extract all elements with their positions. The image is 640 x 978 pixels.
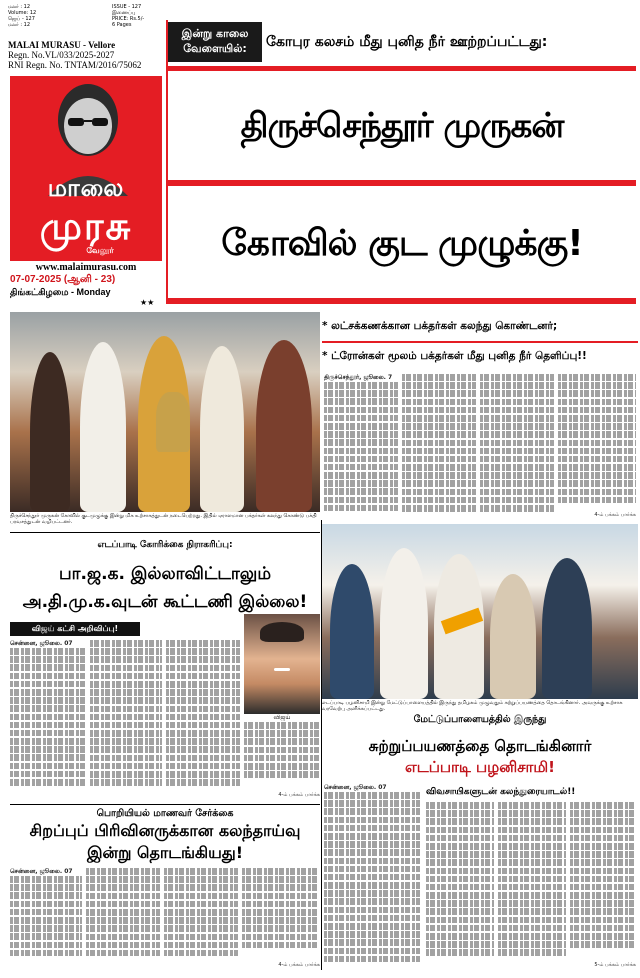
vijay-headline-line1: பா.ஜ.க. இல்லாவிட்டாலும் xyxy=(59,564,271,584)
banner-tag: இன்று காலை வேளையில்: xyxy=(168,22,262,62)
eps-story-column xyxy=(498,802,566,964)
eps-headline-line2: எடப்பாடி பழனிசாமி! xyxy=(405,758,555,776)
logo-word-malai: மாலை xyxy=(47,174,125,202)
edition-name: MALAI MURASU - Vellore xyxy=(8,40,116,50)
vijay-tag: விஜய் கட்சி அறிவிப்பு! xyxy=(10,622,140,636)
website-link[interactable]: www.malaimurasu.com xyxy=(35,262,137,273)
bottom-story-column xyxy=(10,868,82,968)
bottom-dateline: சென்னை, ஜூலை. 07 xyxy=(10,868,73,875)
headline-side-rule xyxy=(166,20,168,304)
vijay-dateline: சென்னை, ஜூலை. 07 xyxy=(10,640,73,647)
eps-continued[interactable]: 5-ம் பக்கம் பார்க்க xyxy=(594,962,636,968)
vijay-story-column xyxy=(244,722,320,790)
eps-story-column xyxy=(570,802,636,954)
section-divider xyxy=(10,532,320,533)
registration-number: Regn. No.VL/033/2025-2027 xyxy=(8,50,115,60)
bottom-story-column xyxy=(164,868,238,968)
banner-text: கோபுர கலசம் மீது புனித நீர் ஊற்றப்பட்டது: xyxy=(266,34,548,50)
masthead-meta-right xyxy=(112,4,162,28)
lead-bullet-1: * லட்சக்கணக்கான பக்தர்கள் கலந்து கொண்டனர்; xyxy=(322,320,558,332)
meta-line: ஜெய் - 127 xyxy=(8,16,35,22)
vijay-kicker: எடப்பாடி கோரிக்கை நிராகரிப்பு: xyxy=(97,540,233,550)
meta-line: இணைப்பு xyxy=(112,10,136,16)
edition-info xyxy=(8,40,158,70)
issue-date: 07-07-2025 (ஆனி - 23) xyxy=(10,274,116,285)
meta-line: மலர் : 12 xyxy=(8,22,31,28)
temple-photo xyxy=(10,312,320,512)
section-divider xyxy=(10,804,320,805)
vijay-headline-line2: அ.தி.மு.க.வுடன் கூட்டணி இல்லை! xyxy=(22,592,308,612)
vijay-photo xyxy=(244,614,320,714)
eps-kicker: மேட்டுப்பாளையத்தில் இருந்து xyxy=(413,714,547,725)
newspaper-logo xyxy=(10,76,162,261)
temple-photo-caption: திருச்செந்தூர் முருகன் கோவில் குடமுழுக்கு இன்று மிக உற்சாகத்துடன் நடைபெற்றது. இதில் ஏராளமான பக்தர்கள் கலந்து கொண்டு பக்தி பரவசத்துடன் வழிபட்டனர். xyxy=(10,513,317,525)
vijay-photo-caption: விஜய் xyxy=(273,714,291,721)
meta-line: Volume: 12 xyxy=(8,10,37,16)
meta-line: PRICE: Rs.5/- xyxy=(112,16,145,22)
banner-rule xyxy=(168,66,636,71)
bottom-headline-line2: இன்று தொடங்கியது! xyxy=(86,843,243,862)
meta-line: மலர் : 12 xyxy=(8,4,31,10)
vijay-story-column xyxy=(90,640,162,790)
issue-day: திங்கட்கிழமை - Monday xyxy=(10,287,111,297)
eps-subhead: விவசாயிகளுடன் கலந்துரையாடல்!! xyxy=(426,787,576,797)
vijay-story-column xyxy=(166,640,240,790)
main-headline-line1: திருச்செந்தூர் முருகன் xyxy=(240,106,564,146)
vijay-continued[interactable]: 4-ம் பக்கம் பார்க்க xyxy=(278,792,320,798)
lead-continued[interactable]: 4-ம் பக்கம் பார்க்க xyxy=(594,512,636,518)
logo-city: வேலூர் xyxy=(86,246,114,255)
meta-line: ISSUE - 127 xyxy=(112,4,142,10)
bottom-headline-line1: சிறப்புப் பிரிவினருக்கான கலந்தாய்வு xyxy=(29,821,301,840)
meta-line: 6 Pages xyxy=(112,22,132,28)
headline-bottom-rule xyxy=(168,298,636,304)
vijay-story-column xyxy=(10,640,86,790)
eps-photo xyxy=(322,524,638,699)
rni-number: RNI Regn. No. TNTAM/2016/75062 xyxy=(8,60,142,70)
lead-dateline: திருச்செந்தூர், ஜூலை. 7 xyxy=(324,374,393,381)
lead-story-column xyxy=(402,374,476,514)
edition-stars: ★★ xyxy=(140,298,155,307)
lead-story-column xyxy=(480,374,554,514)
bottom-continued[interactable]: 4-ம் பக்கம் பார்க்க xyxy=(278,962,320,968)
logo-word-murasu: முரசு xyxy=(39,204,133,248)
lead-story-column xyxy=(324,374,398,514)
main-headline-line2: கோவில் குட முழுக்கு! xyxy=(221,223,583,264)
eps-headline-line1: சுற்றுப்பயணத்தை தொடங்கினார் xyxy=(368,737,592,755)
bottom-kicker: பொறியியல் மாணவர் சேர்க்கை xyxy=(96,808,234,819)
lead-story-column xyxy=(558,374,636,514)
lead-bullet-2: * ட்ரோன்கள் மூலம் பக்தர்கள் மீது புனித நீர் தெளிப்பு!! xyxy=(322,350,587,362)
bottom-story-column xyxy=(242,868,318,960)
eps-story-column xyxy=(426,802,494,964)
eps-dateline: சென்னை, ஜூலை. 07 xyxy=(324,784,387,791)
bottom-story-column xyxy=(86,868,160,968)
eps-story-column xyxy=(324,784,420,964)
eps-photo-caption: எடப்பாடி பழனிசாமி இன்று மேட்டுப்பாளையத்தில் இருந்து தமிழகம் முழுவதும் சுற்றுப்பயணத்தை தொடங்கினார். அவருக்கு உற்சாக வரவேற்பு அளிக்கப்பட்டது. xyxy=(322,700,623,712)
headline-rule xyxy=(168,180,636,186)
